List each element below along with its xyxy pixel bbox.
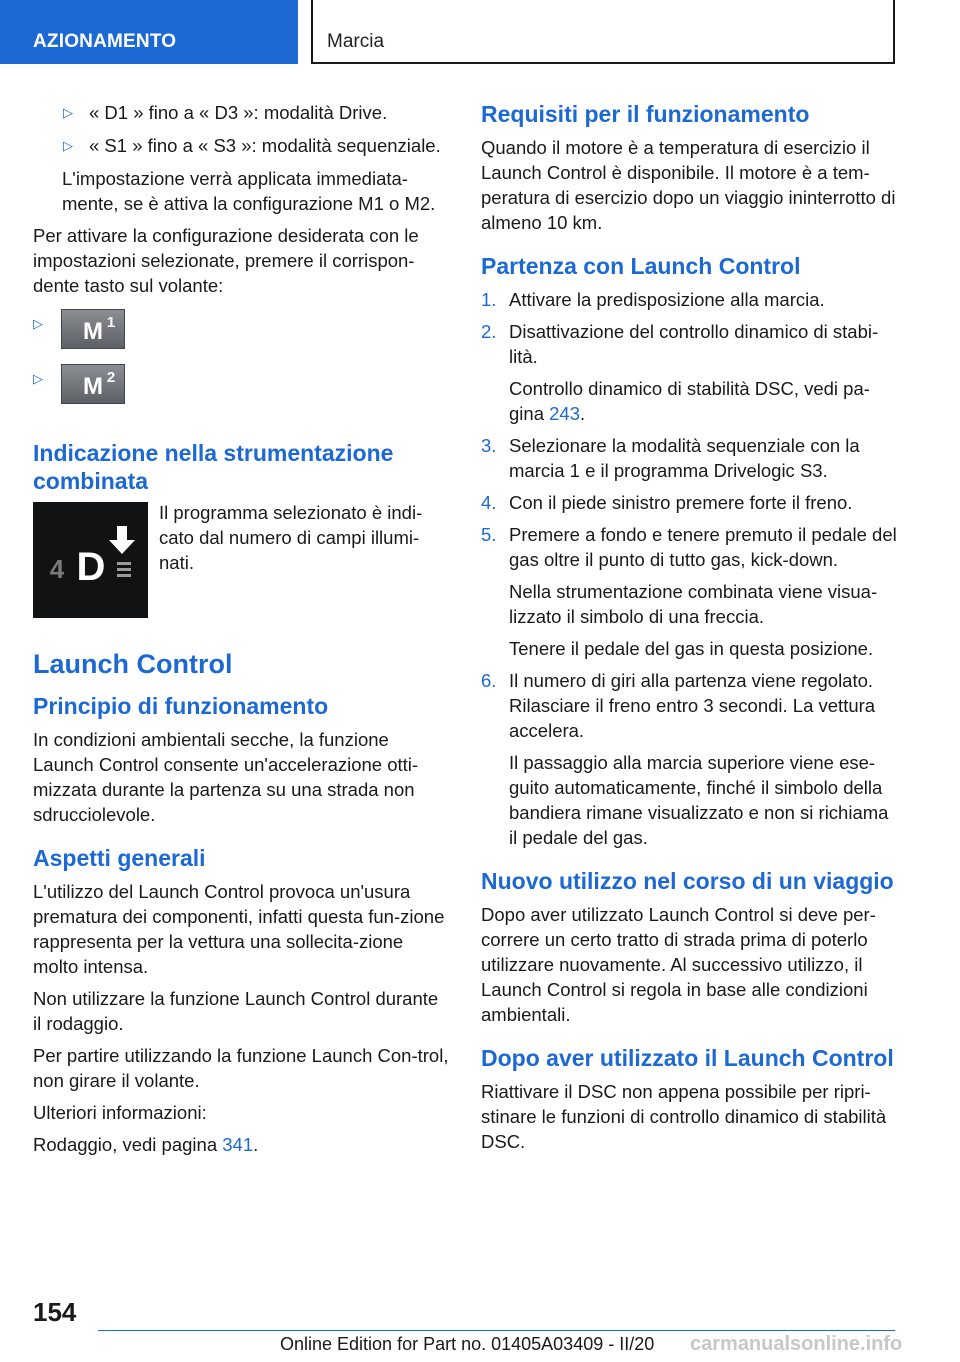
m2-button-icon <box>61 364 125 404</box>
after-use-text: Riattivare il DSC non appena possibile per ripri-stinare le funzioni di controllo dinamico di stabilità DSC. <box>481 1081 887 1152</box>
general-para-steering: Per partire utilizzando la funzione Launch Con-trol, non girare il volante. <box>33 1045 449 1091</box>
svg-text:M: M <box>83 373 103 400</box>
footer-divider <box>98 1330 895 1331</box>
svg-text:D: D <box>76 545 106 589</box>
start-steps-list <box>481 287 897 850</box>
step-1: 1. Attivare la predisposizione alla marcia. <box>481 289 825 310</box>
triangle-bullet-icon: ▷ <box>33 371 43 386</box>
bullet-sequential-mode: ▷ « S1 » fino a « S3 »: modalità sequenziale. <box>63 135 441 156</box>
requirements-text: Quando il motore è a temperatura di esercizio il Launch Control è disponibile. Il motore è a tem-peratura di esercizio dopo un viaggio ininterrotto di almeno 10 km. <box>481 137 896 233</box>
page-number: 154 <box>33 1297 77 1327</box>
triangle-bullet-icon: ▷ <box>33 316 43 331</box>
svg-text:4: 4 <box>49 554 65 584</box>
edition-info: Online Edition for Part no. 01405A03409 - II/20 <box>280 1334 655 1354</box>
page-link-341[interactable]: 341 <box>222 1134 254 1155</box>
svg-text:M: M <box>83 318 103 345</box>
step-5: 5. Premere a fondo e tenere premuto il pedale del gas oltre il punto di tutto gas, kick-down. Nella strumentazione combinata viene visua-lizzato il simbolo di una freccia. Tenere il pedale del gas in questa posizione. <box>481 524 897 659</box>
bullet-drive-mode: ▷ « D1 » fino a « D3 »: modalità Drive. <box>63 102 388 123</box>
heading-requirements: Requisiti per il funzionamento <box>481 101 810 127</box>
principle-text: In condizioni ambientali secche, la funzione Launch Control consente un'accelerazione otti-mizzata durante la partenza su una strada non sdrucciolevole. <box>33 729 419 825</box>
rodaggio-reference: Rodaggio, vedi pagina 341. <box>33 1134 259 1155</box>
step-3: 3. Selezionare la modalità sequenziale con la marcia 1 e il programma Drivelogic S3. <box>481 435 860 481</box>
chapter-header: Marcia <box>311 0 895 64</box>
heading-principle: Principio di funzionamento <box>33 693 329 719</box>
m1-button-icon <box>61 309 125 349</box>
cluster-indication-block <box>33 502 449 618</box>
general-para-wear: L'utilizzo del Launch Control provoca un'usura prematura dei componenti, infatti questa fun-zione rappresenta per la vettura una sollecita-zione molto intensa. <box>33 881 445 977</box>
apply-note: L'impostazione verrà applicata immediata-mente, se è attiva la configurazione M1 o M2. <box>62 168 436 214</box>
svg-text:2: 2 <box>106 369 116 386</box>
left-column <box>33 100 449 1164</box>
right-column <box>481 100 897 1161</box>
triangle-bullet-icon: ▷ <box>63 138 73 153</box>
step-2: 2. Disattivazione del controllo dinamico di stabi-lità. Controllo dinamico di stabilità DSC, vedi pa-gina 243. <box>481 321 879 424</box>
page-link-243[interactable]: 243 <box>549 403 580 424</box>
heading-general: Aspetti generali <box>33 845 206 871</box>
general-para-more-info: Ulteriori informazioni: <box>33 1102 207 1123</box>
press-instruction: Per attivare la configurazione desiderata con le impostazioni selezionate, premere il corrispon-dente tasto sul volante: <box>33 225 419 296</box>
m2-button-row <box>33 364 449 410</box>
triangle-bullet-icon: ▷ <box>63 105 73 120</box>
heading-launch-control: Launch Control <box>33 649 233 679</box>
svg-text:1: 1 <box>106 314 116 331</box>
cluster-gear-display-icon <box>33 502 148 618</box>
heading-start: Partenza con Launch Control <box>481 253 801 279</box>
heading-reuse: Nuovo utilizzo nel corso di un viaggio <box>481 868 894 894</box>
heading-after-use: Dopo aver utilizzato il Launch Control <box>481 1045 894 1071</box>
cluster-description: Il programma selezionato è indi-cato dal numero di campi illumi-nati. <box>159 502 423 573</box>
step-6: 6. Il numero di giri alla partenza viene regolato. Rilasciare il freno entro 3 secondi. La vettura accelera. Il passaggio alla marcia superiore viene ese-guito automaticamente, finché il simbolo della bandiera rimane visualizzato e non si richiama il pedale del gas. <box>481 670 889 848</box>
section-header: AZIONAMENTO <box>0 0 298 64</box>
general-para-breakin: Non utilizzare la funzione Launch Control durante il rodaggio. <box>33 988 439 1034</box>
step-4: 4. Con il piede sinistro premere forte il freno. <box>481 492 853 513</box>
heading-indication: Indicazione nella strumentazione combinata <box>33 440 394 494</box>
m1-button-row <box>33 309 449 355</box>
reuse-text: Dopo aver utilizzato Launch Control si deve per-correre un certo tratto di strada prima di poterlo utilizzare nuovamente. Al successivo utilizzo, il Launch Control si regola in base alle condizioni ambientali. <box>481 904 876 1025</box>
watermark: carmanualsonline.info <box>690 1333 903 1355</box>
